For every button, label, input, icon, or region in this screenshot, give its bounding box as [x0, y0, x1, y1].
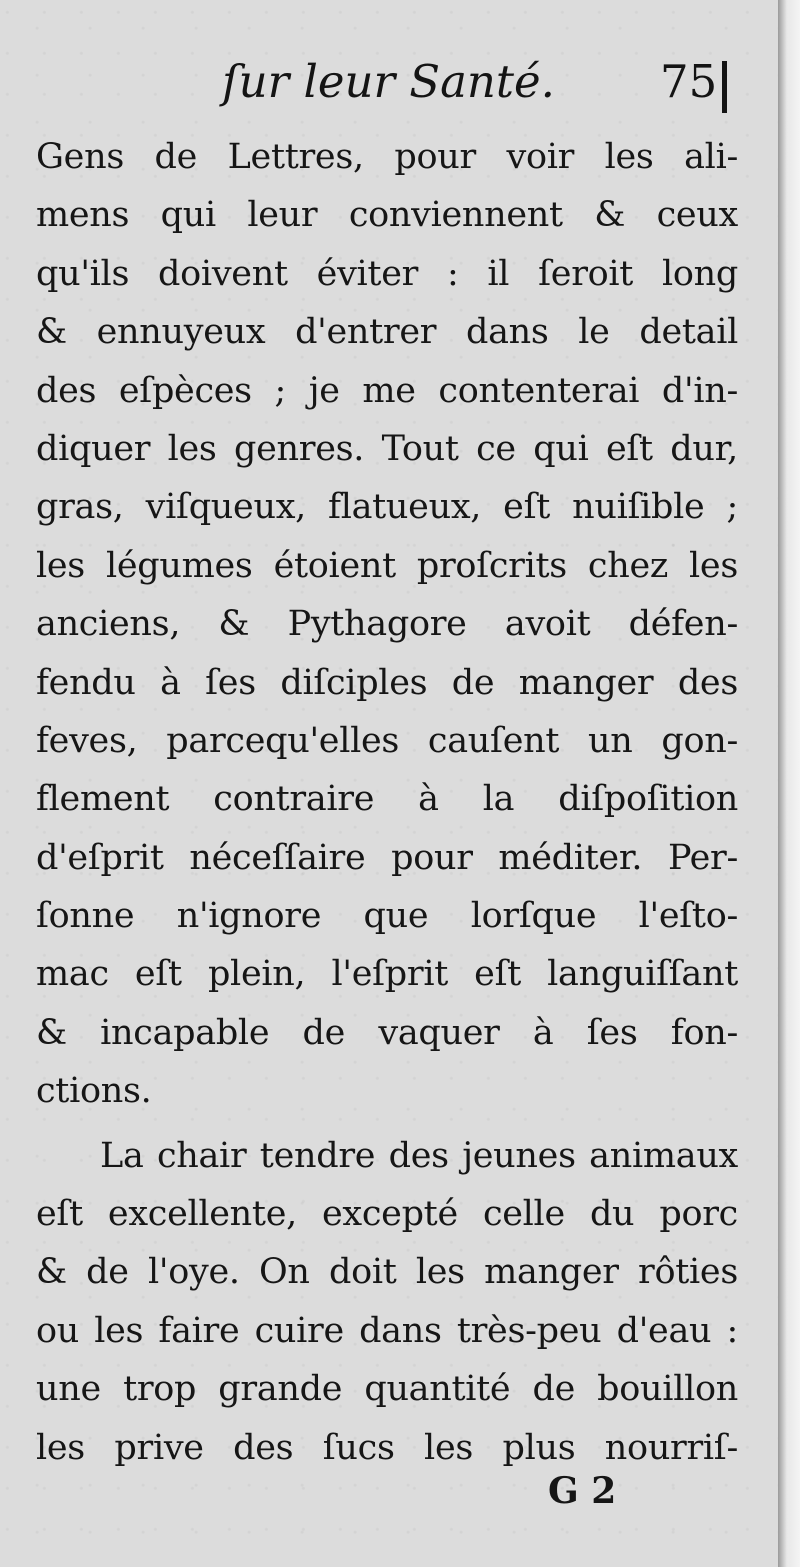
text-line: eſt excellente, excepté celle du porc [36, 1194, 738, 1235]
page-header [0, 55, 778, 115]
body-text [36, 128, 738, 1477]
text-line: & incapable de vaquer à ſes fon- [36, 1012, 738, 1053]
text-line: gras, viſqueux, flatueux, eſt nuiſible ; [36, 487, 738, 528]
text-line: des eſpèces ; je me contenterai d'in- [36, 370, 738, 411]
page-edge [778, 0, 800, 1567]
text-line: les légumes étoient proſcrits chez les [36, 545, 738, 586]
page-number: 75 [660, 55, 718, 108]
text-line: & ennuyeux d'entrer dans le detail [36, 312, 738, 353]
text-line: anciens, & Pythagore avoit défen- [36, 604, 738, 645]
text-line: ſonne n'ignore que lorſque l'eſto- [36, 896, 738, 937]
text-line: d'eſprit néceſſaire pour méditer. Per- [36, 837, 738, 878]
text-line: une trop grande quantité de bouillon [36, 1369, 738, 1410]
signature-mark: G 2 [548, 1470, 617, 1512]
text-line: feves, parcequ'elles cauſent un gon- [36, 720, 738, 761]
paragraph-1 [36, 128, 738, 1121]
text-line: diquer les genres. Tout ce qui eſt dur, [36, 428, 738, 469]
text-line: ou les faire cuire dans très-peu d'eau : [36, 1310, 738, 1351]
text-line: La chair tendre des jeunes animaux [100, 1135, 738, 1176]
text-line: Gens de Lettres, pour voir les ali- [36, 137, 738, 177]
text-line: & de l'oye. On doit les manger rôties [36, 1252, 738, 1293]
text-line: ctions. [36, 1071, 152, 1112]
text-line: qu'ils doivent éviter : il ſeroit long [36, 253, 738, 294]
text-line: fendu à ſes diſciples de manger des [36, 662, 738, 703]
text-line: mac eſt plein, l'eſprit eſt languiſſant [36, 954, 738, 995]
paragraph-2 [36, 1127, 738, 1477]
text-line: mens qui leur conviennent & ceux [36, 195, 738, 236]
page-number-rule [722, 61, 727, 113]
text-line: les prive des ſucs les plus nourriſ- [36, 1427, 738, 1468]
text-line: flement contraire à la diſpoſition [36, 779, 738, 820]
running-title: ſur leur Santé. [222, 55, 555, 108]
